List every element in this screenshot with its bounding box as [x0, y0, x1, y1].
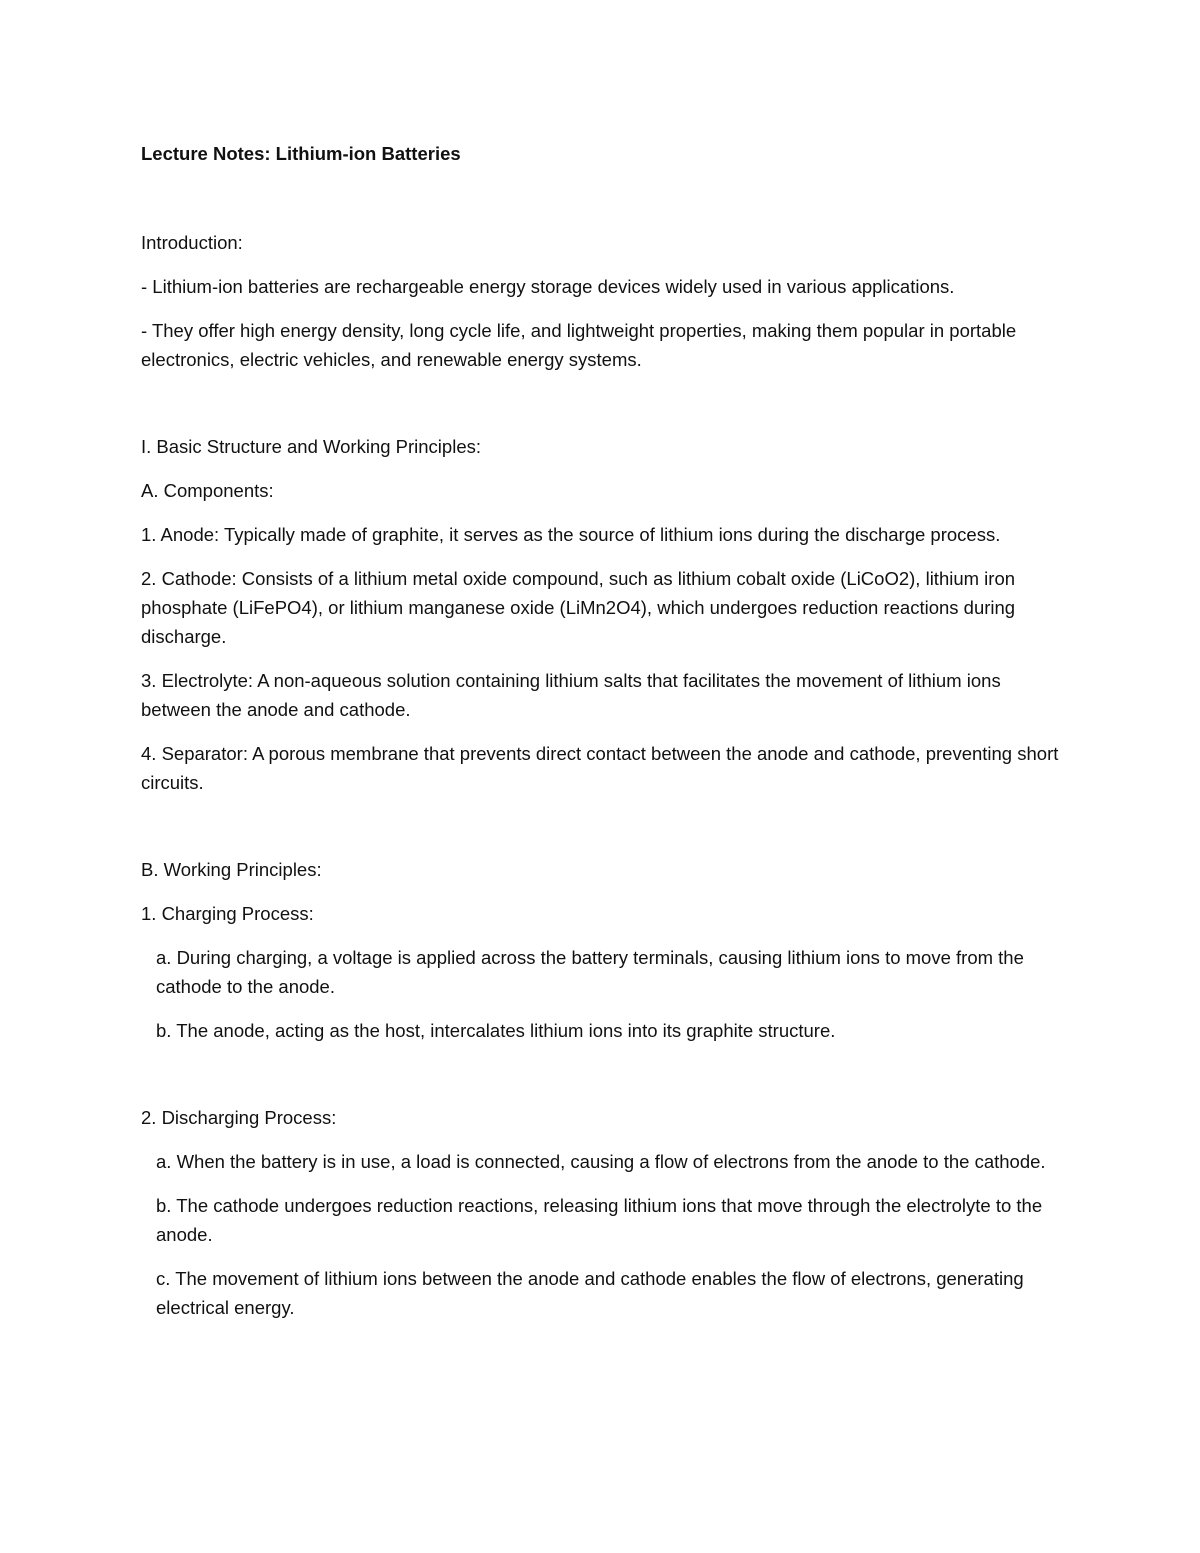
document-content: [141, 139, 1061, 1322]
charging-heading: 1. Charging Process:: [141, 903, 314, 924]
working-principles-heading: B. Working Principles:: [141, 859, 322, 880]
discharging-item-c: c. The movement of lithium ions between the anode and cathode enables the flow of electrons, generating electrical energy.: [156, 1268, 1024, 1318]
discharging-item-a: a. When the battery is in use, a load is connected, causing a flow of electrons from the anode to the cathode.: [156, 1151, 1046, 1172]
discharging-heading: 2. Discharging Process:: [141, 1107, 337, 1128]
component-item-anode: 1. Anode: Typically made of graphite, it serves as the source of lithium ions during the discharge process.: [141, 524, 1001, 545]
intro-bullet-2: - They offer high energy density, long cycle life, and lightweight properties, making them popular in portable electronics, electric vehicles, and renewable energy systems.: [141, 320, 1017, 370]
component-item-electrolyte: 3. Electrolyte: A non-aqueous solution containing lithium salts that facilitates the movement of lithium ions between the anode and cathode.: [141, 670, 1001, 720]
document-title: Lecture Notes: Lithium-ion Batteries: [141, 143, 461, 164]
components-heading: A. Components:: [141, 480, 274, 501]
charging-item-a: a. During charging, a voltage is applied across the battery terminals, causing lithium ions to move from the cathode to the anode.: [156, 947, 1024, 997]
intro-bullet-1: - Lithium-ion batteries are rechargeable energy storage devices widely used in various applications.: [141, 276, 955, 297]
charging-item-b: b. The anode, acting as the host, intercalates lithium ions into its graphite structure.: [156, 1020, 836, 1041]
component-item-cathode: 2. Cathode: Consists of a lithium metal oxide compound, such as lithium cobalt oxide (LiCoO2), lithium iron phosphate (LiFePO4), or lithium manganese oxide (LiMn2O4), which undergoes reduction reactions during discharge.: [141, 568, 1016, 647]
component-item-separator: 4. Separator: A porous membrane that prevents direct contact between the anode and cathode, preventing short circuits.: [141, 743, 1059, 793]
discharging-item-b: b. The cathode undergoes reduction reactions, releasing lithium ions that move through the electrolyte to the anode.: [156, 1195, 1043, 1245]
intro-heading: Introduction:: [141, 232, 243, 253]
section1-heading: I. Basic Structure and Working Principles:: [141, 436, 481, 457]
